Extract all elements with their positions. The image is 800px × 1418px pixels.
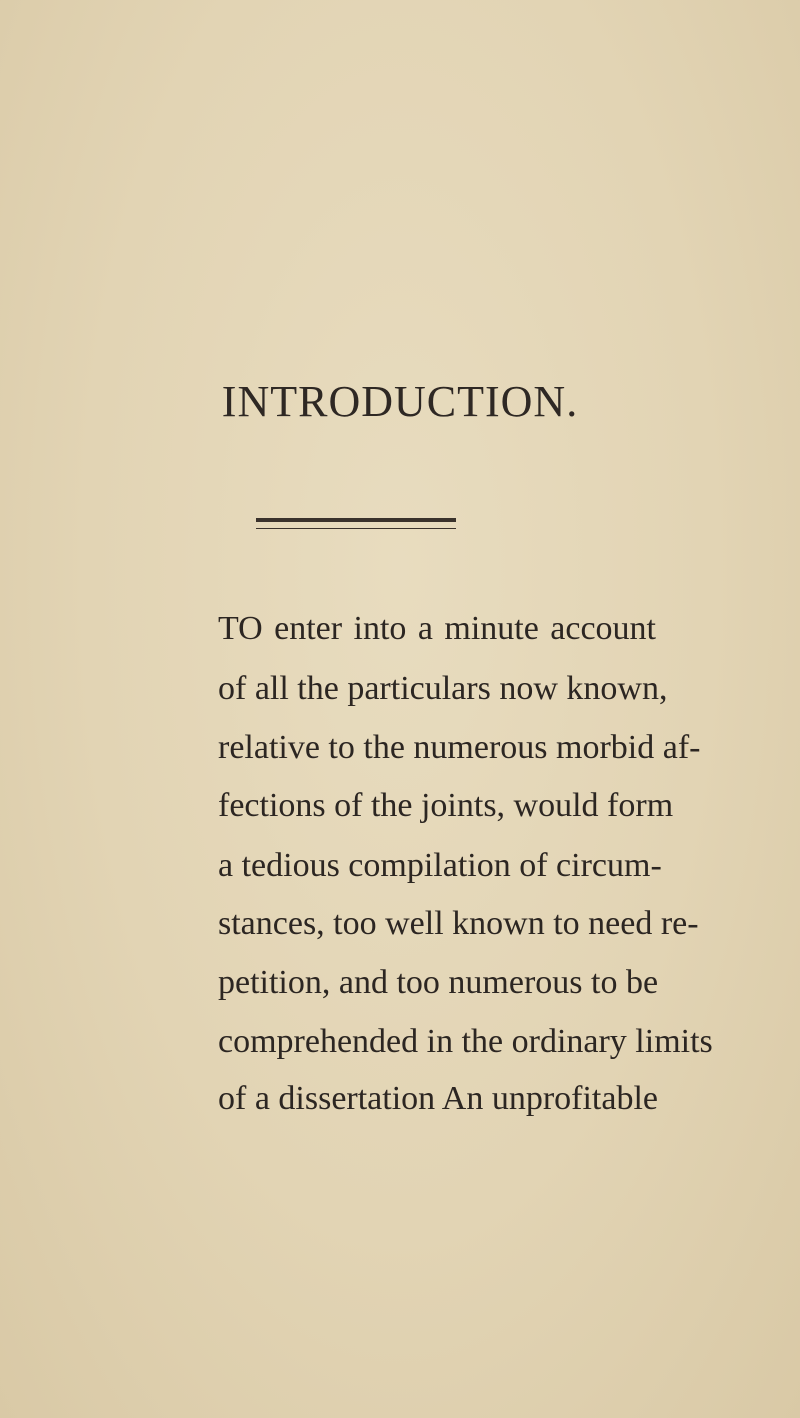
text-line: petition, and too numerous to be <box>218 964 659 1001</box>
text-line: stances, too well known to need re- <box>218 905 699 942</box>
text-line: TO enter into a minute account <box>218 610 656 647</box>
text-line: of a dissertation An unprofitable <box>218 1080 659 1117</box>
text-line: fections of the joints, would form <box>218 787 674 824</box>
page-heading: INTRODUCTION. <box>221 377 579 426</box>
heading-rule-thin <box>256 528 456 529</box>
text-line: comprehended in the ordinary limits <box>218 1023 713 1060</box>
text-line: of all the particulars now known, <box>218 670 668 707</box>
text-line: a tedious compilation of circum- <box>218 847 662 884</box>
heading-rule-thick <box>256 518 456 522</box>
text-line: relative to the numerous morbid af- <box>218 729 701 766</box>
